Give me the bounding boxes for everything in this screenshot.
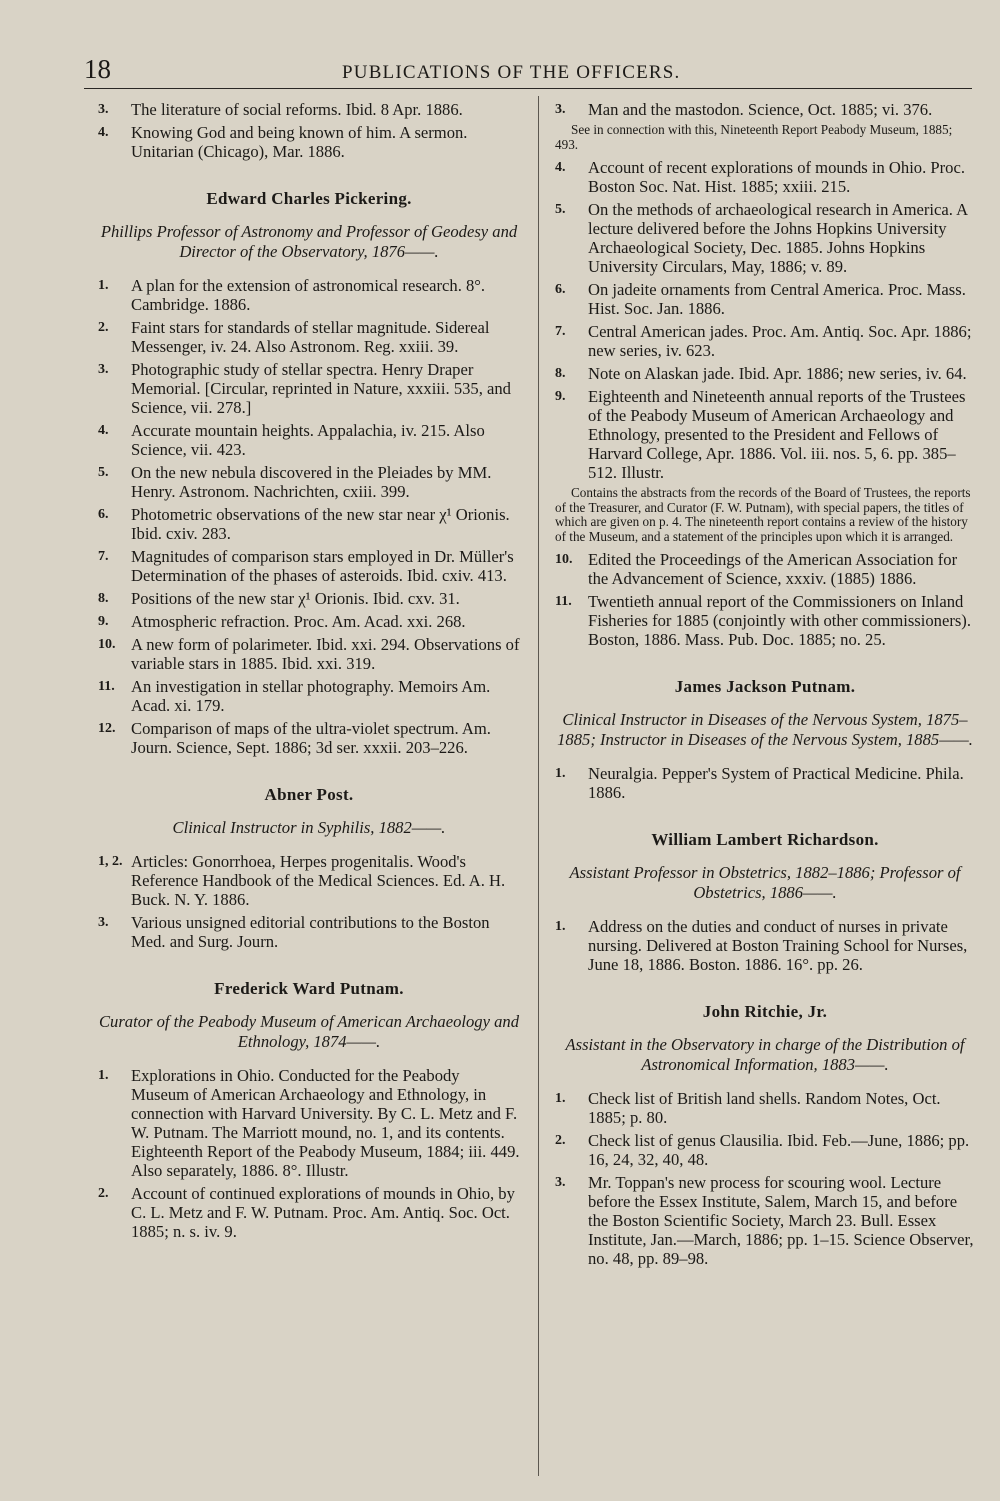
entry-number: 9. <box>555 389 566 404</box>
entry-number: 11. <box>98 679 115 694</box>
bib-entry <box>555 200 975 276</box>
entry-text: Mr. Toppan's new process for scouring wool. Lecture before the Essex Institute, Salem, March 15, and before the Boston Scientific Society, March 23. Bull. Essex Institute, Jan.—March, 1886; pp. 1–15. Science Observer, no. 48, pp. 89–98. <box>588 1173 974 1268</box>
bib-entry <box>98 463 520 501</box>
entry-text: On the methods of archaeological research in America. A lecture delivered before the Johns Hopkins University Archaeological Society, Dec. 1885. Johns Hopkins University Circulars, May, 1886; v. 89. <box>588 200 968 276</box>
bib-entry <box>555 322 975 360</box>
author-position: Assistant in the Observatory in charge of the Distribution of Astronomical Information, 1883——. <box>565 1035 965 1074</box>
entry-text: Photographic study of stellar spectra. Henry Draper Memorial. [Circular, reprinted in Nature, xxxiii. 535, and Science, vii. 278.] <box>131 360 511 417</box>
entry-text: Account of recent explorations of mounds in Ohio. Proc. Boston Soc. Nat. Hist. 1885; xxiii. 215. <box>588 158 965 196</box>
entry-number: 1. <box>98 1068 109 1083</box>
bib-entry <box>98 677 520 715</box>
bib-entry <box>555 158 975 196</box>
author-heading-jj-putnam: James Jackson Putnam. <box>674 677 856 696</box>
entry-number: 1. <box>555 919 566 934</box>
author-heading-ritchie: John Ritchie, Jr. <box>702 1002 828 1021</box>
entry-number: 5. <box>98 465 109 480</box>
entry-text: Note on Alaskan jade. Ibid. Apr. 1886; new series, iv. 64. <box>588 364 967 383</box>
entry-number: 3. <box>98 362 109 377</box>
bib-entry <box>555 764 975 802</box>
entry-text: Explorations in Ohio. Conducted for the Peabody Museum of American Archaeology and Ethnology, in connection with Harvard University. By C. L. Metz and F. W. Putnam. The Marriott mound, no. 1, and its contents. Eighteenth Report of the Peabody Museum, 1884; iii. 449. Also separately, 1886. 8°. Illustr. <box>131 1066 520 1180</box>
bib-note: See in connection with this, Nineteenth Report Peabody Museum, 1885; 493. <box>555 122 953 152</box>
entry-number: 3. <box>555 1175 566 1190</box>
author-position: Clinical Instructor in Diseases of the Nervous System, 1875–1885; Instructor in Diseases of the Nervous System, 1885——. <box>557 710 973 749</box>
bib-entry <box>555 280 975 318</box>
entry-text: Knowing God and being known of him. A sermon. Unitarian (Chicago), Mar. 1886. <box>131 123 468 161</box>
entry-number: 3. <box>555 102 566 117</box>
entry-text: On the new nebula discovered in the Pleiades by MM. Henry. Astronom. Nachrichten, cxiii. 399. <box>131 463 492 501</box>
entry-number: 1. <box>555 1091 566 1106</box>
entry-number: 12. <box>98 721 116 736</box>
bib-entry <box>555 387 975 482</box>
bib-entry <box>98 1184 520 1241</box>
entry-number: 1. <box>98 278 109 293</box>
bib-entry <box>555 1089 975 1127</box>
bib-entry <box>555 1173 975 1268</box>
entry-text: Man and the mastodon. Science, Oct. 1885; vi. 376. <box>588 100 933 119</box>
entry-text: Magnitudes of comparison stars employed in Dr. Müller's Determination of the phases of asteroids. Ibid. cxiv. 413. <box>131 547 514 585</box>
entry-text: Central American jades. Proc. Am. Antiq. Soc. Apr. 1886; new series, iv. 623. <box>588 322 972 360</box>
author-heading-pickering: Edward Charles Pickering. <box>206 189 412 208</box>
entry-text: Check list of genus Clausilia. Ibid. Feb.—June, 1886; pp. 16, 24, 32, 40, 48. <box>588 1131 970 1169</box>
entry-text: Various unsigned editorial contributions to the Boston Med. and Surg. Journ. <box>131 913 490 951</box>
entry-number: 7. <box>555 324 566 339</box>
bib-entry <box>98 852 520 909</box>
entry-text: Address on the duties and conduct of nurses in private nursing. Delivered at Boston Training School for Nurses, June 18, 1886. Boston. 1886. 16°. pp. 26. <box>588 917 968 974</box>
entry-text: On jadeite ornaments from Central America. Proc. Mass. Hist. Soc. Jan. 1886. <box>588 280 966 318</box>
bib-entry <box>555 550 975 588</box>
entry-number: 2. <box>98 320 109 335</box>
author-position: Curator of the Peabody Museum of American Archaeology and Ethnology, 1874——. <box>98 1012 519 1051</box>
bib-entry <box>98 612 520 631</box>
bib-entry <box>98 913 520 951</box>
entry-number: 2. <box>98 1186 109 1201</box>
entry-text: An investigation in stellar photography. Memoirs Am. Acad. xi. 179. <box>131 677 491 715</box>
entry-text: A new form of polarimeter. Ibid. xxi. 294. Observations of variable stars in 1885. Ibid. xxi. 319. <box>131 635 520 673</box>
entry-number: 7. <box>98 549 109 564</box>
running-head <box>84 52 972 89</box>
entry-text: Atmospheric refraction. Proc. Am. Acad. xxi. 268. <box>131 612 466 631</box>
author-position: Clinical Instructor in Syphilis, 1882——. <box>172 818 446 837</box>
entry-number: 3. <box>98 102 109 117</box>
entry-number: 4. <box>98 125 109 140</box>
entry-number: 6. <box>98 507 109 522</box>
entry-number: 2. <box>555 1133 566 1148</box>
bib-entry <box>98 1066 520 1180</box>
author-heading-richardson: William Lambert Richardson. <box>651 830 879 849</box>
entry-number: 4. <box>98 423 109 438</box>
entry-number: 4. <box>555 160 566 175</box>
entry-text: Articles: Gonorrhoea, Herpes progenitalis. Wood's Reference Handbook of the Medical Sciences. Ed. A. H. Buck. N. Y. 1886. <box>131 852 506 909</box>
entry-text: A plan for the extension of astronomical research. 8°. Cambridge. 1886. <box>131 276 486 314</box>
entry-number: 10. <box>98 637 116 652</box>
entry-number: 3. <box>98 915 109 930</box>
entry-number: 1. <box>555 766 566 781</box>
left-column <box>98 100 520 1245</box>
entry-number: 10. <box>555 552 573 567</box>
bib-entry <box>555 100 975 119</box>
bib-entry <box>98 635 520 673</box>
entry-number: 9. <box>98 614 109 629</box>
author-position: Assistant Professor in Obstetrics, 1882–1886; Professor of Obstetrics, 1886——. <box>569 863 961 902</box>
entry-text: Positions of the new star χ¹ Orionis. Ibid. cxv. 31. <box>131 589 460 608</box>
bib-entry <box>555 592 975 649</box>
entry-number: 5. <box>555 202 566 217</box>
running-title: PUBLICATIONS OF THE OFFICERS. <box>342 62 681 83</box>
entry-text: Faint stars for standards of stellar magnitude. Sidereal Messenger, iv. 24. Also Astronom. Reg. xxiii. 39. <box>131 318 490 356</box>
entry-text: Check list of British land shells. Random Notes, Oct. 1885; p. 80. <box>588 1089 941 1127</box>
entry-text: Comparison of maps of the ultra-violet spectrum. Am. Journ. Science, Sept. 1886; 3d ser. xxxii. 203–226. <box>131 719 491 757</box>
right-column <box>555 100 975 1272</box>
entry-number: 8. <box>98 591 109 606</box>
entry-text: The literature of social reforms. Ibid. 8 Apr. 1886. <box>131 100 463 119</box>
bib-entry <box>98 360 520 417</box>
bib-entry <box>98 589 520 608</box>
entry-number: 8. <box>555 366 566 381</box>
entry-number: 1, 2. <box>98 854 123 869</box>
entry-number: 6. <box>555 282 566 297</box>
bib-entry <box>98 318 520 356</box>
author-position: Phillips Professor of Astronomy and Professor of Geodesy and Director of the Observatory, 1876——. <box>100 222 518 261</box>
bib-entry <box>98 547 520 585</box>
column-divider <box>538 96 539 1476</box>
entry-text: Edited the Proceedings of the American Association for the Advancement of Science, xxxiv. (1885) 1886. <box>588 550 958 588</box>
bib-entry <box>555 364 975 383</box>
bib-entry <box>98 719 520 757</box>
bib-entry <box>98 100 520 119</box>
entry-text: Photometric observations of the new star near χ¹ Orionis. Ibid. cxiv. 283. <box>131 505 510 543</box>
bib-entry <box>98 421 520 459</box>
page-number: 18 <box>84 54 111 84</box>
bib-entry <box>98 123 520 161</box>
author-heading-post: Abner Post. <box>264 785 354 804</box>
author-heading-fw-putnam: Frederick Ward Putnam. <box>214 979 404 998</box>
entry-text: Neuralgia. Pepper's System of Practical Medicine. Phila. 1886. <box>588 764 964 802</box>
bib-entry <box>555 917 975 974</box>
entry-text: Eighteenth and Nineteenth annual reports of the Trustees of the Peabody Museum of American Archaeology and Ethnology, presented to the President and Fellows of Harvard College, Apr. 1886. Vol. iii. nos. 5, 6. pp. 385–512. Illustr. <box>588 387 966 482</box>
bib-entry <box>555 1131 975 1169</box>
bib-note: Contains the abstracts from the records of the Board of Trustees, the reports of the Treasurer, and Curator (F. W. Putnam), with special papers, the titles of which are given on p. 4. The nineteenth report contains a review of the history of the Museum, and a statement of the principles upon which it is arranged. <box>555 485 971 544</box>
entry-number: 11. <box>555 594 572 609</box>
entry-text: Accurate mountain heights. Appalachia, iv. 215. Also Science, vii. 423. <box>131 421 485 459</box>
bib-entry <box>98 276 520 314</box>
entry-text: Twentieth annual report of the Commissioners on Inland Fisheries for 1885 (conjointly with other commissioners). Boston, 1886. Mass. Pub. Doc. 1885; no. 25. <box>588 592 971 649</box>
bib-entry <box>98 505 520 543</box>
entry-text: Account of continued explorations of mounds in Ohio, by C. L. Metz and F. W. Putnam. Proc. Am. Antiq. Soc. Oct. 1885; n. s. iv. 9. <box>131 1184 515 1241</box>
